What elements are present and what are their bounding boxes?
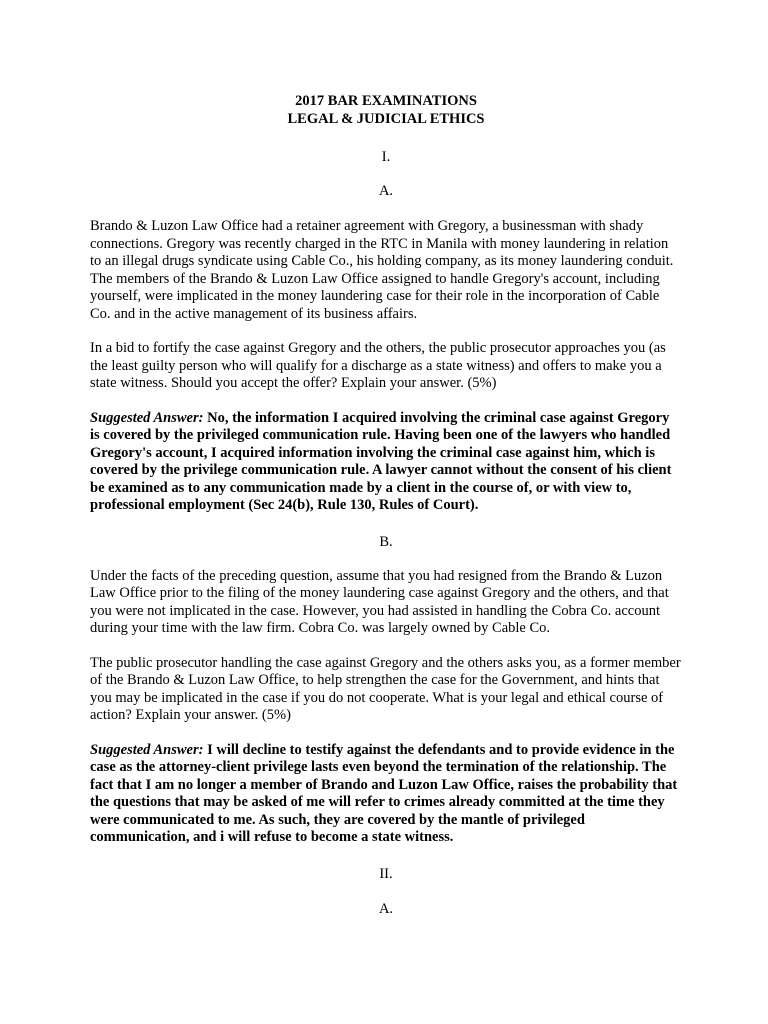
suggested-answer-label: Suggested Answer: — [90, 741, 204, 758]
question-1b-facts: Under the facts of the preceding question, assume that you had resigned from the Brando & Luzon Law Office prior to the filing of the money laundering case against Gregory and the others, and that you were not implicated in the case. However, you had assisted in handling the Cobra Co. account during your time with the law firm. Cobra Co. was largely owned by Cable Co. — [90, 567, 669, 636]
question-1b-question: The public prosecutor handling the case against Gregory and the others asks you, as a former member of the Brando & Luzon Law Office, to help strengthen the case for the Government, and hints that you may be implicated in the case if you do not cooperate. What is your legal and ethical course of action? Explain your answer. (5%) — [90, 654, 681, 723]
suggested-answer-text: No, the information I acquired involving the criminal case against Gregory is covered by the privileged communication rule. Having been one of the lawyers who handled Gregory's account, I acquired information involving the criminal case against him, which is covered by the privilege communication rule. A lawyer cannot without the consent of his client be examined as to any communication made by a client in the course of, or with view to, professional employment (Sec 24(b), Rule 130, Rules of Court). — [90, 409, 672, 513]
question-1a-suggested-answer — [90, 410, 682, 515]
suggested-answer-label: Suggested Answer: — [90, 409, 204, 426]
section-heading-letter-b: B. — [379, 533, 393, 550]
exam-subject: LEGAL & JUDICIAL ETHICS — [287, 111, 485, 127]
suggested-answer-text: I will decline to testify against the defendants and to provide evidence in the case as the attorney-client privilege lasts even beyond the termination of the relationship. The fact that I am no longer a member of Brando and Luzon Law Office, raises the probability that the questions that may be asked of me will refer to crimes already committed at the time they were communicated to me. As such, they are covered by the mantle of privileged communication, and i will refuse to become a state witness. — [90, 741, 678, 845]
question-1a-facts: Brando & Luzon Law Office had a retainer agreement with Gregory, a businessman with shady connections. Gregory was recently charged in the RTC in Manila with money laundering in relation to an illegal drugs syndicate using Cable Co., his holding company, as its money laundering conduit. The members of the Brando & Luzon Law Office assigned to handle Gregory's account, including yourself, were implicated in the money laundering case for their role in the incorporation of Cable Co. and in the active management of its business affairs. — [90, 218, 674, 322]
section-heading-roman-1: I. — [381, 149, 391, 165]
section-heading-letter-a: A. — [378, 183, 394, 199]
section-heading-letter-a2: A. — [378, 900, 394, 917]
exam-title: 2017 BAR EXAMINATIONS — [295, 93, 477, 109]
section-heading-roman-2: II. — [379, 865, 393, 882]
question-1a-question: In a bid to fortify the case against Gregory and the others, the public prosecutor approaches you (as the least guilty person who will qualify for a discharge as a state witness) and offers to make you a state witness. Should you accept the offer? Explain your answer. (5%) — [90, 340, 666, 391]
question-1b-suggested-answer — [90, 742, 682, 847]
